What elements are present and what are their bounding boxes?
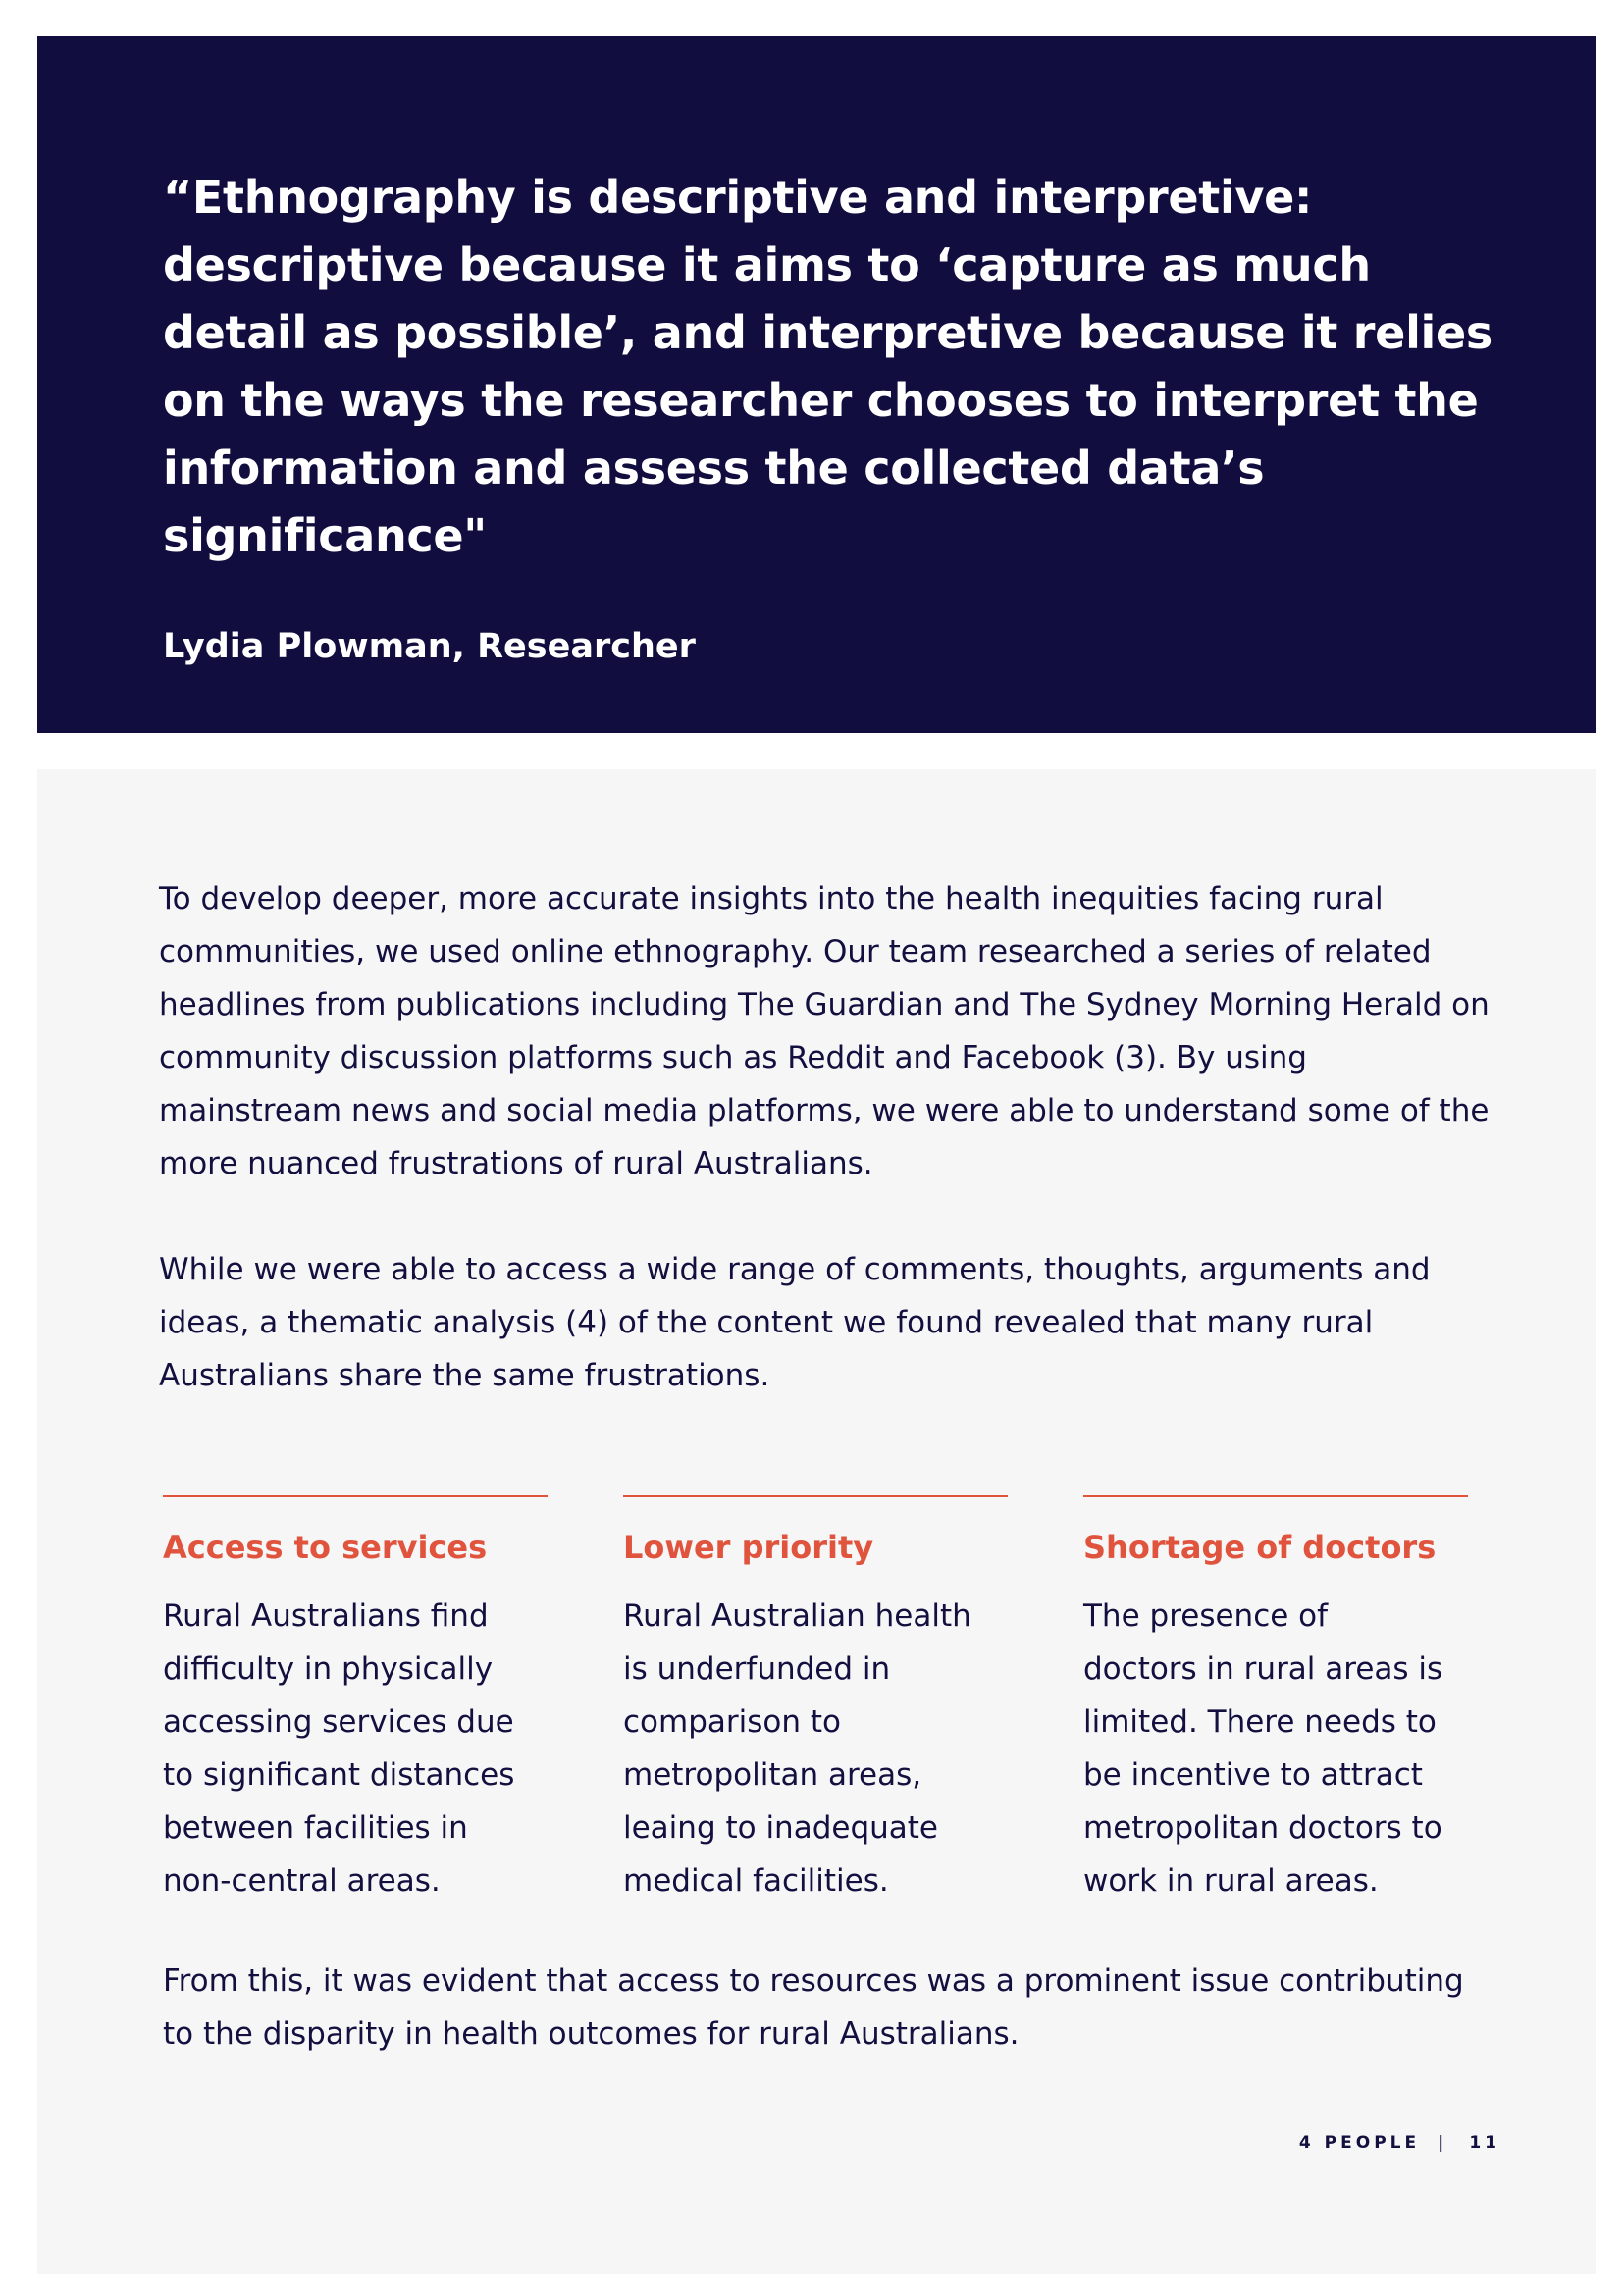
finding-shortage-of-doctors [1083,1495,1468,1907]
intro-paragraph: To develop deeper, more accurate insights into the health inequities facing rural communities, we used online ethnography. Our team researched a series of related headlines from publications including The Guardian and The Sydney Morning Herald on community discussion platforms such as Reddit and Facebook (3). By using mainstream news and social media platforms, we were able to understand some of the more nuanced frustrations of rural Australians. [159,881,1490,1181]
footer-separator: | [1438,2133,1448,2153]
finding-divider [1083,1495,1468,1497]
body-panel [37,769,1596,2274]
quote-author: Lydia Plowman, Researcher [163,627,696,666]
finding-text: Rural Australians find difficulty in physically accessing services due to significant distances between facilities in non-central areas. [163,1598,515,1899]
finding-text: The presence of doctors in rural areas is limited. There needs to be incentive to attract metropolitan doctors to work in rural areas. [1083,1598,1443,1899]
finding-divider [623,1495,1008,1497]
finding-title: Lower priority [623,1529,874,1566]
pull-quote: “Ethnography is descriptive and interpretive: descriptive because it aims to ‘capture as much detail as possible’, and interpretive because it relies on the ways the researcher chooses to interpret the information and assess the collected data’s significance" [163,171,1493,562]
finding-text: Rural Australian health is underfunded in comparison to metropolitan areas, leaing to inadequate medical facilities. [623,1598,971,1899]
finding-title: Shortage of doctors [1083,1529,1437,1566]
page-number: 11 [1469,2133,1500,2153]
findings-columns [163,1495,1596,1907]
page-footer [1299,2133,1500,2153]
analysis-paragraph: While we were able to access a wide range of comments, thoughts, arguments and ideas, a thematic analysis (4) of the content we found revealed that many rural Australians share the same frustrations. [159,1252,1431,1393]
conclusion-paragraph: From this, it was evident that access to resources was a prominent issue contributing to the disparity in health outcomes for rural Australians. [163,1963,1464,2052]
finding-lower-priority [623,1495,1008,1907]
finding-title: Access to services [163,1529,488,1566]
footer-brand: 4 PEOPLE [1298,2133,1421,2153]
finding-access-to-services [163,1495,548,1907]
finding-divider [163,1495,548,1497]
quote-panel [37,36,1596,733]
